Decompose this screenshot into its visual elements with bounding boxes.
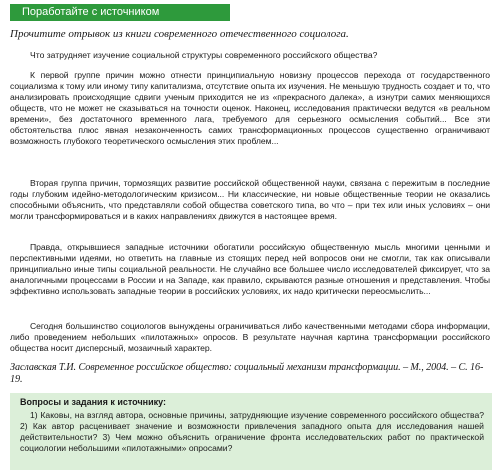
source-paragraph-4: Сегодня большинство социологов вынуждены ограничиваться либо качественными методами сбора информации, либо проведением небольших «пилотажных» опросов. В результате научная картина трансформации российского общества носит дисперсный, мозаичный характер.	[10, 321, 490, 353]
questions-title: Вопросы и задания к источнику:	[20, 397, 167, 407]
section-header: Поработайте с источником	[10, 4, 230, 21]
source-citation: Заславская Т.И. Современное российское общество: социальный механизм трансформации. – М., 2004. – С. 16-19.	[10, 362, 484, 385]
source-paragraph-2: Вторая группа причин, тормозящих развитие российской общественной науки, связана с пережитым в последние годы глубоким идейно-методологическим кризисом... Ни классические, ни новые общественные теории не оказались способными объяснить, что представляли собой общества советского типа, во что – при тех или иных условиях – они могли трансформироваться и в каких направлениях движутся в настоящее время.	[10, 178, 490, 221]
source-paragraph-1: К первой группе причин можно отнести принципиальную новизну процессов перехода от государственного социализма к тому или иному типу капитализма, отсутствие опыта их изучения. Не меньшую трудность создает и то, что анализировать происходящие сдвиги ученым приходится не из «прекрасного далека», а изнутри самих меняющихся обществ, что не может не сказываться на точности оценок. Наконец, исследования практически ведутся «в реальном времени», без достаточного временного лага, требуемого для серьезного осмысления событий... Все эти обстоятельства плюс явная незаконченность самих трансформационных процессов существенно ограничивают возможность глубокого теоретического осмысления этих проблем...	[10, 70, 490, 146]
questions-box	[10, 393, 492, 470]
source-paragraph-3: Правда, открывшиеся западные источники обогатили российскую общественную мысль многими ценными и перспективными идеями, но ответить на главные из стоящих перед ней вопросов они не смогли, так как описывали принципиально иные типы социальной реальности. Не случайно все большее число исследователей фиксирует, что за аналогичными процессами в России и на Западе, как правило, скрываются разные отношения и представления. Чтобы эффективно использовать западные теории в российских условиях, их надо критически переосмыслить...	[10, 242, 490, 296]
questions-text: 1) Каковы, на взгляд автора, основные причины, затрудняющие изучение современного российского общества? 2) Как автор расценивает значение и возможности привлечения западного опыта для исследования нашей действительности? 3) Чем можно объяснить ограничение фронта исследовательских работ по практической социологии небольшими «пилотажными» опросами?	[20, 410, 484, 453]
intro-text: Прочитите отрывок из книги современного отечественного социолога.	[10, 28, 349, 40]
source-question: Что затрудняет изучение социальной структуры современного российского общества?	[30, 50, 378, 60]
